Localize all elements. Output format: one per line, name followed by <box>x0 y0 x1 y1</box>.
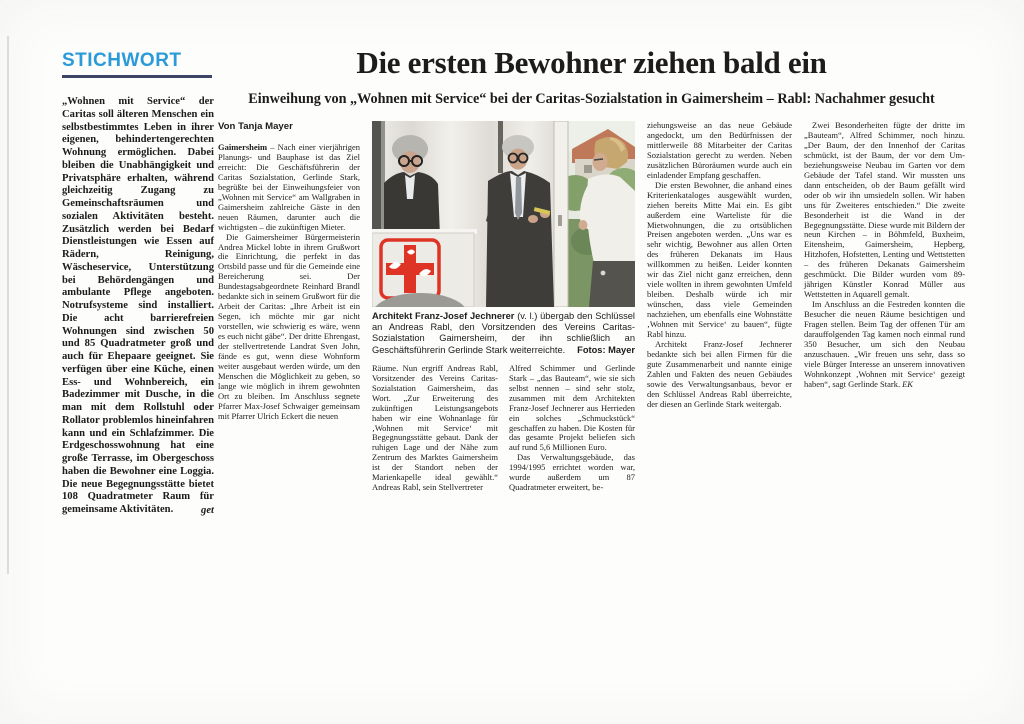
subheadline: Einweihung von „Wohnen mit Service“ bei der Caritas-Sozialstation in Gaimersheim – Rabl: Nachahmer gesucht <box>248 91 935 107</box>
caption-text: (v. l.) übergab den Schlüssel an Andreas Rabl, den Vorsitzenden des Vereins Caritas-Sozialstation Gaimersheim, der ihn schließlich an Geschäftsführerin Gerlinde Stark weiterreichte. <box>372 311 636 355</box>
article <box>218 46 965 493</box>
sidebar-body-text: der Caritas soll älteren Menschen ein selbstbestimmtes Leben in ihrer eigenen, behindertengerechten Wohnung ermöglichen. Dabei bleiben die Unabhängigkeit und Privatsphäre erhalten, während gleichzeitig Zugang zu Gemeinschaftsräumen und sozialen Aktivitäten besteht. Zusätzlich werden bei Bedarf Dienstleistungen wie Essen auf Rädern, Reinigung, Wäscheservice, Unterstützung bei Behördengängen und ambulante Pflege angeboten. Notrufsysteme sind installiert. Die acht barrierefreien Wohnungen sind zwischen 50 und 85 Quadratmeter groß und auch für Ehepaare geeignet. Sie verfügen über eine Küche, einen Ess- und Wohnbereich, ein Badezimmer mit Dusche, in die man mit dem Rollstuhl oder Rollator problemlos hineinfahren kann und ein Schlafzimmer. Die Erdgeschosswohnung hat eine große Terrasse, im Obergeschoss haben die Bewohner eine Loggia. Die neue Begegnungsstätte bietet 108 Quadratmeter Raum für gemeinsame Aktivitäten. <box>62 96 215 515</box>
dateline: Gaimersheim <box>218 142 268 152</box>
paragraph: Die Gaimersheimer Bürgermeisterin Andrea Mickel lobte in ihrem Grußwort die Einrichtung, die perfekt in das Ortsbild passe und für die Gemeinde eine Bereicherung sei. Der Bundestagsabgeordnete Reinhard Brandl bedankte sich in seinem Grußwort für die Arbeit der Caritas: „Ihre Arbeit ist ein Segen, ich möchte mir gar nicht vorstellen, wie schwierig es wäre, wenn es euch nicht gäbe“. Der dritte Ehrengast, der stellvertretende Landrat Sven John, fände es gut, wenn diese Wohnform weiter ausgebaut werden würde, um den Menschen die Möglichkeit zu geben, so lange wie möglich in ihrem gewohnten Ort zu bleiben. Im Anschluss segnete Pfarrer Max-Josef Schwaiger gemeinsam mit Pfarrer Ulrich Eckert die neuen <box>218 231 360 421</box>
photo-caption <box>372 311 635 356</box>
closing-paragraph <box>804 300 965 390</box>
article-photo <box>372 121 635 307</box>
paragraph: Das Verwaltungsgebäude, das 1994/1995 errichtet worden war, wurde außerdem um 87 Quadratmeter erweitert, be- <box>509 452 635 493</box>
sidebar-text <box>62 96 214 517</box>
column-5 <box>804 121 965 493</box>
column-3 <box>509 364 635 493</box>
column-1 <box>218 121 360 493</box>
photo-column <box>372 121 635 493</box>
column-2 <box>372 364 498 493</box>
paragraph-text: – Nach einer vierjährigen Planungs- und Bauphase ist das Ziel erreicht: Die Geschäftsführerin der Caritas Sozialstation, Gerlinde Stark, begrüßte bei der Einweihungsfeier von „Wohnen mit Service“ am Wallgraben in Gaimersheim zahlreiche Gäste in den neuen Räumen, darunter auch die wichtigsten – die zukünftigen Mieter. <box>218 142 360 232</box>
paragraph: Räume. Nun ergriff Andreas Rabl, Vorsitzender des Vereins Caritas-Sozialstation Gaimersheim, das Wort. „Zur Erweiterung des zukünftigen Leistungsangebots haben wir eine Wohnanlage für ‚Wohnen mit Service‘ mit Begegnungsstätte gebaut. Dank der ruhigen Lage und der Nähe zum Zentrum des Marktes Gaimersheim ist der Standort neben der Marienkapelle ideal gewählt.“ Andreas Rabl, sein Stellvertreter <box>372 362 498 493</box>
sidebar-title-underline <box>62 75 212 78</box>
paragraph-text: Im Anschluss an die Festreden konnten die Besucher die neuen Räume besichtigen und Fragen stellen. Beim Tag der offenen Tür am darauffolgenden Tag kamen noch einmal rund 350 Besucher, um sich den Neubau anzuschauen. „Wir freuen uns sehr, dass so viele Bürger Interesse an unserem innovativen Wohnkonzept ‚Wohnen mit Service‘ gezeigt haben“, sagt Gerlinde Stark. <box>804 299 965 389</box>
paragraph: Architekt Franz-Josef Jechnerer bedankte sich bei allen Firmen für die gute Zusammenarbeit und nannte einige Zahlen und Fakten des neuen Gebäudes sowie des Verwaltungsanbaus, bevor er den Schlüssel Andreas Rabl überreichte, der diesen an Gerlinde Stark weitergab. <box>647 338 792 409</box>
paragraph: Die ersten Bewohner, die anhand eines Kriterienkataloges ausgewählt wurden, ziehen bereits Mitte Mai ein. Es gibt außerdem eine Warteliste für die Mietwohnungen, die zu ortsüblichen Preisen angeboten werden. „Uns war es sehr wichtig, Bewohner aus allen Orten des früheren Dekanats im Haus willkommen zu heißen. Leider konnten wir das Ziel nicht ganz erreichen, denn viele wollten in ihrem gewohnten Umfeld bleiben. Deshalb würde ich mir wünschen, dass viele Gemeinden nachziehen, um ebenfalls eine Wohnstätte ‚Wohnen mit Service‘ zu bauen“, fügte Rabl hinzu. <box>647 179 792 340</box>
column-4 <box>647 121 792 493</box>
paragraph: Alfred Schimmer und Gerlinde Stark – „das Bauteam“, wie sie sich selbst nennen – sind sehr stolz, zusammen mit dem Architekten Franz-Josef Jechnerer aus Herrieden ein solches „Schmuckstück“ geschaffen zu haben. Die Kosten für das gesamte Projekt beliefen sich auf rund 5,6 Millionen Euro. <box>509 362 635 453</box>
byline: Von Tanja Mayer <box>218 121 293 132</box>
article-figure <box>372 121 635 356</box>
photo-credit: Fotos: Mayer <box>571 345 635 356</box>
sidebar-title: STICHWORT <box>62 50 182 71</box>
paragraph <box>218 143 360 233</box>
stichwort-sidebar <box>62 50 214 517</box>
photo-subcolumns <box>372 364 635 493</box>
author-initials: EK <box>902 378 913 389</box>
caption-lead: Architekt Franz-Josef Jechnerer <box>372 311 515 321</box>
paragraph: Zwei Besonderheiten fügte der dritte im „Bauteam“, Alfred Schimmer, noch hinzu. „Der Baum, der den Innenhof der Caritas schmückt, ist der Baum, der vor dem Um- beziehungsweise Neubau im Garten vor dem Gebäude der Tafel stand. Wir mussten uns dann entscheiden, ob der Baum gefällt wird oder ob wir ihn umsiedeln sollen. Wir haben uns für Zweiteres entschieden.“ Die zweite Besonderheit ist die Wand in der Begegnungsstätte. Diese wurde mit Bildern der neun Kirchen – in Böhmfeld, Buxheim, Eitensheim, Gaimersheim, Hepberg, Hitzhofen, Hofstetten, Lenting und Wettstetten – des früheren Dekanats Gaimersheim geschmückt. Die Bilder wurden vom 89-jährigen Künstler Konrad Müller aus Wettstetten in Aquarell gemalt. <box>804 120 965 300</box>
paragraph: ziehungsweise an das neue Gebäude angedockt, um den Bedürfnissen der mittlerweile 88 Mitarbeiter der Caritas Sozialstation gerecht zu werden. Neben zusätzlichen Büroräumen wurde auch ein einladender Empfang geschaffen. <box>647 120 792 180</box>
headline: Die ersten Bewohner ziehen bald ein <box>356 45 827 80</box>
sidebar-lead: „Wohnen mit Service“ <box>62 96 186 107</box>
scan-artifact <box>7 36 9 574</box>
sidebar-author-signature: get <box>195 505 214 518</box>
article-columns <box>218 121 965 493</box>
